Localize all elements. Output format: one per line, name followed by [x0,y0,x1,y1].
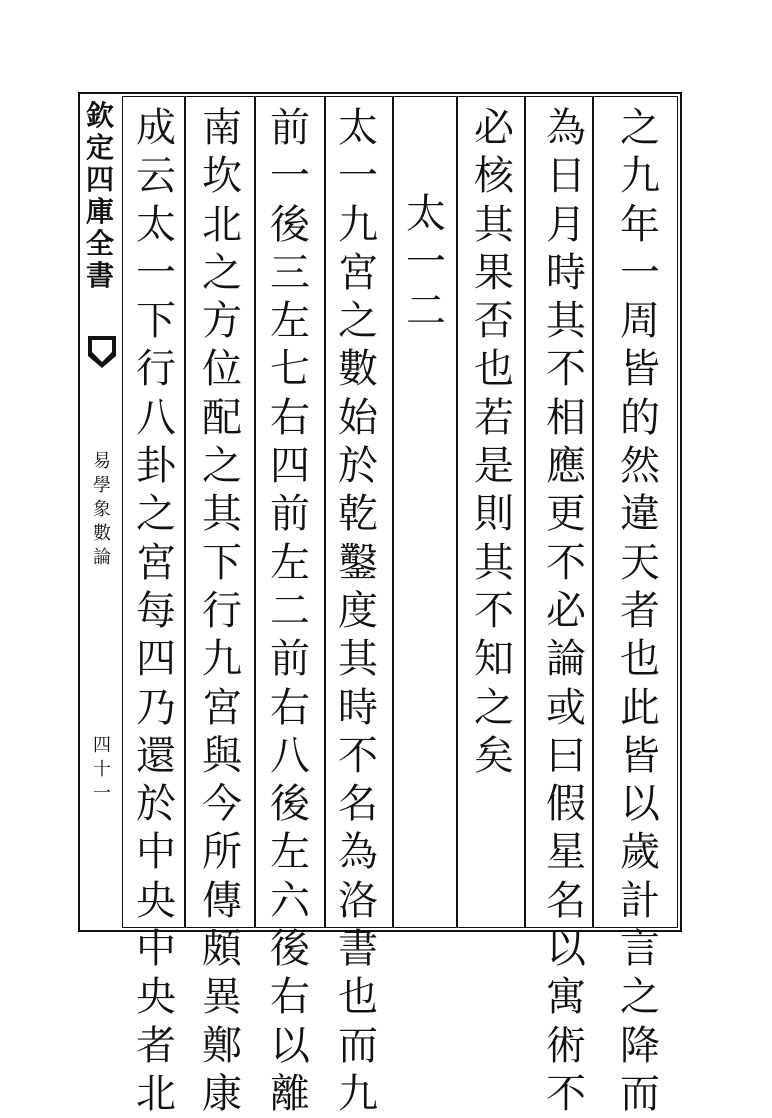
glyph: 於 [136,781,176,828]
glyph: 下 [202,539,242,586]
glyph: 宮 [338,249,378,296]
glyph: 皆 [620,732,660,779]
glyph: 太 [406,191,446,237]
glyph: 每 [136,587,176,634]
glyph: 六 [270,877,310,924]
glyph: 北 [136,1070,176,1117]
glyph: 其 [474,539,514,586]
glyph: 一 [136,249,176,296]
glyph: 位 [202,346,242,393]
glyph: 一 [406,239,446,286]
glyph: 論 [546,636,586,683]
glyph: 卦 [136,443,176,490]
text-column-5 [330,104,386,1118]
column-rule [456,96,458,928]
text-column-7 [194,104,250,1118]
glyph: 二 [406,287,446,334]
glyph: 一 [620,249,660,296]
glyph: 名 [338,781,378,828]
glyph: 違 [620,491,660,538]
glyph: 右 [270,974,310,1021]
glyph: 為 [338,829,378,876]
glyph: 九 [338,1070,378,1117]
glyph: 必 [546,587,586,634]
fish-tail-icon [86,334,118,370]
glyph: 九 [620,153,660,200]
glyph: 前 [270,105,310,151]
glyph: 周 [620,298,660,345]
glyph: 於 [338,443,378,490]
glyph: 而 [620,1070,660,1117]
glyph: 一 [270,153,310,200]
glyph: 傳 [202,877,242,924]
glyph: 假 [546,781,586,828]
glyph: 以 [270,1022,310,1069]
column-rule [184,96,186,928]
glyph: 論 [93,547,111,568]
glyph: 之 [620,105,660,151]
glyph: 名 [546,877,586,924]
glyph: 不 [546,1070,586,1117]
glyph: 日 [546,153,586,200]
glyph: 八 [136,394,176,441]
glyph: 不 [546,346,586,393]
glyph: 乃 [136,684,176,731]
glyph: 四 [93,735,111,756]
glyph: 之 [202,249,242,296]
glyph: 配 [202,394,242,441]
glyph: 月 [546,201,586,248]
glyph: 則 [474,491,514,538]
glyph: 以 [620,781,660,828]
glyph: 異 [202,974,242,1021]
glyph: 此 [620,684,660,731]
glyph: 不 [338,732,378,779]
glyph: 四 [136,636,176,683]
glyph: 右 [270,394,310,441]
glyph: 坎 [202,153,242,200]
glyph: 南 [202,105,242,151]
glyph: 計 [620,877,660,924]
glyph: 九 [338,201,378,248]
glyph: 所 [202,829,242,876]
glyph: 核 [474,153,514,200]
section-heading [398,190,454,335]
glyph: 學 [93,475,111,496]
glyph: 也 [338,974,378,1021]
glyph: 四 [270,443,310,490]
column-rule [392,96,394,928]
glyph: 易 [93,451,111,472]
glyph: 一 [338,153,378,200]
text-column-3 [466,104,522,780]
glyph: 之 [620,974,660,1021]
glyph: 三 [270,249,310,296]
glyph: 一 [93,783,111,804]
text-column-2 [538,104,594,1118]
glyph: 之 [474,684,514,731]
glyph: 宮 [136,539,176,586]
glyph: 其 [338,636,378,683]
glyph: 降 [620,1022,660,1069]
glyph: 其 [474,201,514,248]
glyph: 為 [546,105,586,151]
glyph: 者 [620,587,660,634]
glyph: 而 [338,1022,378,1069]
glyph: 成 [136,105,176,151]
glyph: 知 [474,636,514,683]
glyph: 鑿 [338,539,378,586]
glyph: 數 [93,523,111,544]
text-column-1 [612,104,668,1118]
glyph: 的 [620,394,660,441]
glyph: 前 [270,636,310,683]
glyph: 星 [546,829,586,876]
glyph: 太 [136,201,176,248]
glyph: 洛 [338,877,378,924]
glyph: 四 [85,163,114,196]
glyph: 行 [202,587,242,634]
glyph: 天 [620,539,660,586]
glyph: 鄭 [202,1022,242,1069]
glyph: 央 [136,974,176,1021]
glyph: 後 [270,201,310,248]
glyph: 九 [202,636,242,683]
glyph: 全 [85,227,114,260]
glyph: 更 [546,491,586,538]
margin-book-title [90,450,114,570]
column-rule [524,96,526,928]
glyph: 度 [338,587,378,634]
glyph: 年 [620,201,660,248]
glyph: 否 [474,298,514,345]
glyph: 二 [270,587,310,634]
glyph: 左 [270,298,310,345]
glyph: 前 [270,491,310,538]
margin-title [82,100,118,292]
glyph: 其 [546,298,586,345]
glyph: 中 [136,829,176,876]
glyph: 之 [338,298,378,345]
glyph: 左 [270,829,310,876]
glyph: 右 [270,684,310,731]
glyph: 應 [546,443,586,490]
glyph: 十 [93,759,111,780]
glyph: 數 [338,346,378,393]
glyph: 歲 [620,829,660,876]
glyph: 書 [85,259,114,292]
glyph: 行 [136,346,176,393]
glyph: 或 [546,684,586,731]
glyph: 相 [546,394,586,441]
glyph: 宮 [202,684,242,731]
glyph: 欽 [85,99,114,132]
glyph: 左 [270,539,310,586]
glyph: 時 [338,684,378,731]
glyph: 術 [546,1022,586,1069]
glyph: 之 [136,491,176,538]
glyph: 頗 [202,926,242,973]
glyph: 矣 [474,732,514,779]
glyph: 始 [338,394,378,441]
glyph: 後 [270,781,310,828]
glyph: 也 [620,636,660,683]
glyph: 還 [136,732,176,779]
glyph: 不 [474,587,514,634]
glyph: 以 [546,926,586,973]
glyph: 必 [474,105,514,151]
glyph: 曰 [546,732,586,779]
glyph: 是 [474,443,514,490]
glyph: 康 [202,1070,242,1117]
glyph: 也 [474,346,514,393]
glyph: 定 [85,131,114,164]
text-column-6 [262,104,318,1118]
glyph: 皆 [620,346,660,393]
glyph: 庫 [85,195,114,228]
glyph: 若 [474,394,514,441]
glyph: 云 [136,153,176,200]
glyph: 八 [270,732,310,779]
glyph: 北 [202,201,242,248]
glyph: 不 [546,539,586,586]
glyph: 時 [546,249,586,296]
column-rule [254,96,256,928]
glyph: 與 [202,732,242,779]
glyph: 太 [338,105,378,151]
glyph: 果 [474,249,514,296]
column-rule [324,96,326,928]
glyph: 象 [93,499,111,520]
glyph: 下 [136,298,176,345]
glyph: 方 [202,298,242,345]
glyph: 離 [270,1070,310,1117]
glyph: 其 [202,491,242,538]
margin-page-number [90,734,114,806]
glyph: 中 [136,926,176,973]
glyph: 七 [270,346,310,393]
glyph: 乾 [338,491,378,538]
glyph: 之 [202,443,242,490]
glyph: 言 [620,926,660,973]
glyph: 寓 [546,974,586,1021]
glyph: 然 [620,443,660,490]
glyph: 後 [270,926,310,973]
glyph: 書 [338,926,378,973]
glyph: 今 [202,781,242,828]
text-column-8 [128,104,184,1118]
glyph: 者 [136,1022,176,1069]
glyph: 央 [136,877,176,924]
